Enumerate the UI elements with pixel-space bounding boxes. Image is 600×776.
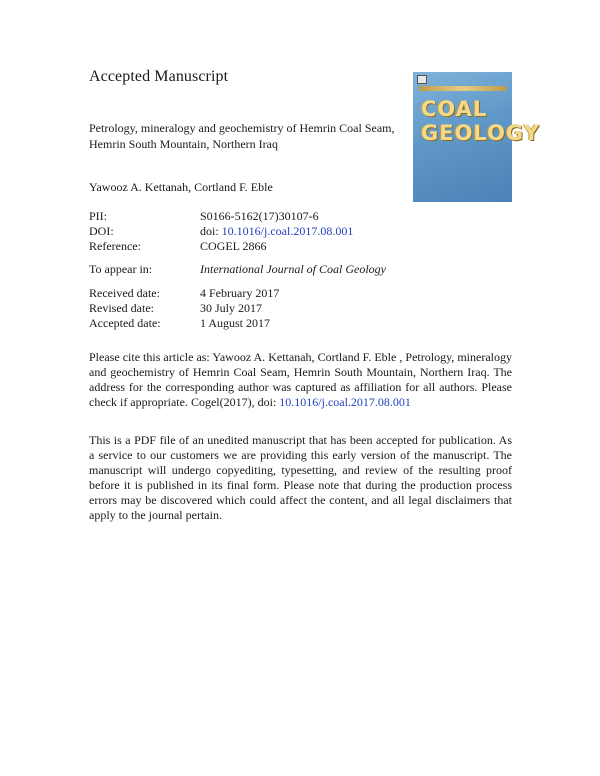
cover-title-line-1: COAL [421,97,488,121]
doi-row [89,224,353,239]
reference-label: Reference: [89,239,141,253]
pii-label: PII: [89,209,107,223]
reference-row [89,239,353,254]
appear-label: To appear in: [89,262,153,276]
journal-cover-image [413,72,540,202]
cover-title-line-2: GEOLOGY [421,121,540,145]
revised-row [89,301,279,316]
doi-value-wrap [200,224,353,239]
revised-value: 30 July 2017 [200,301,263,315]
received-label: Received date: [89,286,160,300]
page-heading: Accepted Manuscript [89,68,229,85]
received-row [89,286,279,301]
article-authors: Yawooz A. Kettanah, Cortland F. Eble [89,180,273,194]
manuscript-notice-paragraph: This is a PDF file of an unedited manuscript that has been accepted for publication. As a service to our customers we are providing this early version of the manuscript. The manuscript will undergo copyediting, typesetting, and review of the resulting proof before it is published in its final form. Please note that during the production process errors may be discovered which could affect the content, and all legal disclaimers that apply to the journal pertain. [89,433,512,522]
article-title-line-1: Petrology, mineralogy and geochemistry of Hemrin Coal Seam, [89,121,395,135]
journal-info [89,262,386,277]
manuscript-identifiers [89,209,353,254]
pii-value: S0166-5162(17)30107-6 [200,209,319,223]
accepted-value: 1 August 2017 [200,316,271,330]
received-value: 4 February 2017 [200,286,280,300]
citation-doi-link[interactable]: 10.1016/j.coal.2017.08.001 [279,395,411,409]
accepted-label: Accepted date: [89,316,161,330]
article-title-line-2: Hemrin South Mountain, Northern Iraq [89,137,278,151]
doi-prefix: doi: [200,224,219,238]
citation-text: Please cite this article as: Yawooz A. Kettanah, Cortland F. Eble , Petrology, mineralogy and geochemistry of Hemrin Coal Seam, Hemrin South Mountain, Northern Iraq. The address for the corresponding author was captured as affiliation for all authors. Please check if appropriate. Cogel(2017), doi: [89,350,512,409]
journal-name: International Journal of Coal Geology [200,262,386,276]
pii-row [89,209,353,224]
manuscript-dates [89,286,279,331]
doi-label: DOI: [89,224,114,238]
citation-paragraph [89,350,512,410]
appear-row [89,262,386,277]
cover-title-bar [419,86,506,91]
accepted-row [89,316,279,331]
article-title [89,120,409,152]
revised-label: Revised date: [89,301,154,315]
publisher-logo-icon [417,75,427,84]
reference-value: COGEL 2866 [200,239,267,253]
doi-link[interactable]: 10.1016/j.coal.2017.08.001 [221,224,354,238]
